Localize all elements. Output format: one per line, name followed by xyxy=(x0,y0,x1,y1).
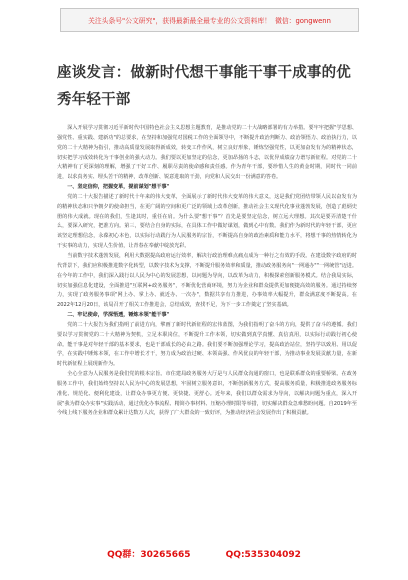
qq-group: QQ群：30265665 xyxy=(107,550,191,560)
qq-number: QQ:535304092 xyxy=(225,550,301,560)
paragraph: 党的二十大报告描述了新时代十年来的伟大变革，全面展示了新时代伟大变革的伟大意义，这是我们党团结带领人民以奋发有为的精神状态和只争朝夕的使命担当，在更广阔的空间和更广泛的领域上改革创新，推动社会主义现代化事业蓬勃发展，创造了彪炳史册的伟大成就。现在的我们，生逢其时，重任在肩。为什么要"想干事"？首先是要坚定信念，树立远大理想。其次是要弄清楚干什么，要深入研究，把准方向。第三，要结合自身的实际，在具体工作中做好谋划，做到心中有数。我们作为新时代的年轻干部，更应该坚定理想信念，永葆初心本色，以实际行动践行为人民服务的宗旨，不断提高自身的政治素质和能力水平，将想干事的热情转化为干实事的动力，实现人生价值，让青春在奉献中绽放光彩。 xyxy=(57,193,357,250)
contact-footer xyxy=(0,547,408,560)
section-heading: 二、牢记使命，学深悟透，锤炼本领"能干事" xyxy=(67,312,170,319)
paragraph: 深入开展学习贯彻习近平新时代中国特色社会主义思想主题教育，是推动党的二十大战略部署的有力举措。要牢牢把握"学思想、强党性、重实践、建新功"的总要求，在坚持和加强党对国税工作的全面领导中，不断提升政治判断力、政治领悟力、政治执行力，以党的二十大精神为指引，推动高质量发展取得新成效，转变工作作风，树立良好形象，锤炼坚强党性，以更加奋发有为的精神状态，切实把学习成效转化为干事创业的强大动力。我们要以更加坚定的信念，更加昂扬的斗志，以优异成绩奋力谱写新征程。对党的二十大精神有了更深刻的理解，增强了干好工作、履职尽责的使命感和责任感。作为青年干部，要珍惜人生的黄金时期，同时代一同前进，以求真务实、埋头苦干的精神，改革创新、锐意进取的干劲，向党和人民交出一份满意的答卷。 xyxy=(57,125,357,181)
document-title: 座谈发言：做新时代想干事能干事干成事的优秀年轻干部 xyxy=(57,65,351,108)
section-heading: 一、坚定信仰，把握变革，提前谋划"想干事" xyxy=(67,184,170,191)
paragraph: 当前数字技术蓬勃发展，利用大数据提高政府运行效率，解决行政治理难点痛点成为一种行之有效的手段。在建设数字政府的时代背景下，我们应积极推进数字化转型，以数字技术为支撑，不断提升服务效率和质量，推动政务服务向"一网通办""一网统管"迈进。在今年的工作中，我们深入践行以人民为中心的发展思想，以问题为导向，以改革为动力，积极探索创新服务模式。结合我局实际，切实加强信息化建设，全面推进"互联网+政务服务"，不断优化营商环境，努力为企业和群众提供更加便捷高效的服务。通过持续努力，实现了政务服务事项"网上办、掌上办、就近办、一次办"，数据共享有力推进，办事效率大幅提升，群众满意度不断提高。在2022年12月20日，该局召开了相关工作推进会，总结成效，查找不足，为下一步工作奠定了坚实基础。 xyxy=(57,252,357,309)
paragraph: 全心全意为人民服务是我们党的根本宗旨。市住建局政务服务大厅是与人民群众沟通的窗口，也是联系群众的重要桥梁。在政务服务工作中，我们始终坚持以人民为中心的发展思想，牢固树立服务意识，不断创新服务方式，提高服务质量，积极推进政务服务标准化、规范化、便利化建设，让群众办事更方便、更快捷、更舒心。近年来，我们以群众需求为导向，以解决问题为重点，深入开展"我为群众办实事"实践活动，通过优化办事流程、精简办事材料、压缩办理时限等举措，切实解决群众急难愁盼问题。自2019年至今线上线下服务企业和群众累计达数万人次，获得了广大群众的一致好评，为推动经济社会发展作出了积极贡献。 xyxy=(57,371,357,417)
promo-banner xyxy=(60,8,359,32)
paragraph: 党的二十大报告为我们指明了前进方向，擘画了新时代新征程的宏伟蓝图，为我们指明了奋斗的方向，提供了奋斗的遵循。我们要以学习贯彻党的二十大精神为契机，立足本职岗位，不断提升工作本领，切实做到真学真懂、真信真用，以实际行动践行初心使命。能干事是对年轻干部的基本要求，也是干部成长的必由之路。我们要不断加强理论学习，提高政治站位，坚持学以致用、用以促学，在实践中锤炼本领，在工作中增长才干，努力成为政治过硬、本领高强、作风优良的年轻干部，为推动事业发展贡献力量，在新时代新征程上展现新作为。 xyxy=(57,321,357,368)
wechat-id: 微信：gongwenn xyxy=(275,17,331,25)
document-body xyxy=(57,124,357,419)
promo-banner-text: 关注头条号"公文研究"，获得最新最全最专业的公文资料库！ xyxy=(88,17,272,25)
